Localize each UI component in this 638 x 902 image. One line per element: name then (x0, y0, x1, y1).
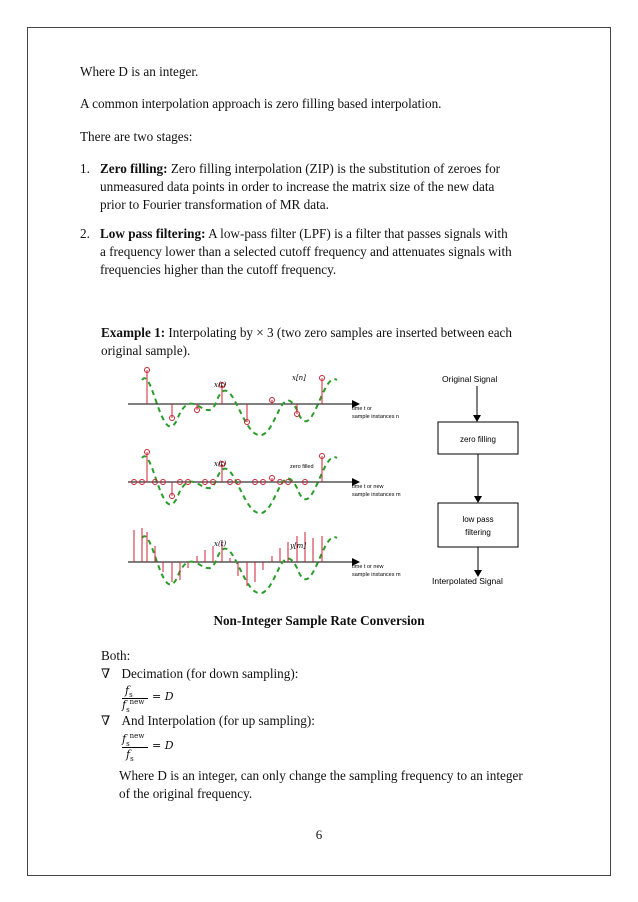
label-xt-1: x(t) (214, 381, 227, 389)
formula-sub: s (126, 705, 130, 714)
label-original-signal: Original Signal (442, 374, 498, 384)
formula-rhs: = D (152, 690, 174, 703)
both-label: Both: (101, 648, 131, 663)
bullet-interpolation (101, 712, 315, 730)
formula-interpolation (122, 732, 182, 764)
bullet-text: Decimation (for down sampling): (121, 666, 299, 681)
example-label: Example 1: (101, 325, 166, 340)
intro-line-3: There are two stages: (80, 129, 193, 144)
axis2-label-a: time t or new (352, 484, 384, 490)
label-xn: x[n] (292, 374, 306, 382)
formula-sup: new (129, 732, 145, 740)
block-zero-filling-label: zero filling (459, 435, 497, 444)
stage-text: prior to Fourier transformation of MR data. (100, 197, 329, 212)
axis3-label-a: time t or new (352, 564, 384, 570)
stage-term: Low pass filtering: (100, 226, 206, 241)
stage-term: Zero filling: (100, 161, 168, 176)
closing-line: Where D is an integer, can only change the sampling frequency to an integer (119, 768, 523, 783)
low-pass-block (438, 503, 518, 547)
figure-caption: Non-Integer Sample Rate Conversion (213, 613, 425, 628)
signal-curve-row1 (142, 378, 337, 435)
nabla-icon: ∇ (101, 713, 111, 728)
axis2-label-b: sample instances m (352, 492, 401, 498)
bullet-text: And Interpolation (for up sampling): (121, 713, 315, 728)
interpolation-figure (122, 360, 522, 596)
arrow-down-icon (474, 496, 482, 503)
block-filtering-label: filtering (465, 528, 491, 537)
arrow-down-icon (473, 415, 481, 422)
stage-text: Zero filling interpolation (ZIP) is the substitution of zeroes for (167, 161, 501, 176)
stage-zero-filling (80, 160, 580, 220)
stage-text: A low-pass filter (LPF) is a filter that passes signals with (205, 226, 508, 241)
formula-f: f (126, 748, 131, 761)
label-xt-3: x(t) (214, 540, 227, 548)
formula-f: f (122, 732, 127, 746)
closing-paragraph (119, 767, 599, 803)
formula-sub: s (129, 691, 133, 700)
formula-f: f (122, 698, 127, 712)
label-interpolated-signal: Interpolated Signal (432, 576, 503, 586)
page-number: 6 (315, 827, 323, 842)
signal-curve-row3 (142, 536, 337, 593)
closing-line: of the original frequency. (119, 786, 253, 801)
stage-low-pass-filtering (80, 225, 580, 285)
label-zero-filled: zero filled (290, 464, 314, 470)
stage-text: a frequency lower than a selected cutoff frequency and attenuates signals with (100, 244, 512, 259)
stage-text: unmeasured data points in order to increase the matrix size of the new data (100, 179, 495, 194)
example-text: original sample). (101, 343, 191, 358)
axis3-label-b: sample instances m (352, 572, 401, 578)
nabla-icon: ∇ (101, 666, 111, 681)
stems-row2 (132, 450, 325, 499)
stage-text: frequencies higher than the cutoff frequency. (100, 262, 337, 277)
intro-line-2: A common interpolation approach is zero filling based interpolation. (80, 96, 442, 111)
label-xt-2: x(t) (214, 460, 227, 468)
formula-sub: s (130, 755, 134, 764)
intro-line-1: Where D is an integer. (80, 64, 199, 79)
formula-decimation (122, 684, 182, 714)
example-paragraph (101, 324, 581, 360)
formula-rhs: = D (152, 739, 174, 752)
label-ym: y[m] (290, 542, 307, 550)
bullet-decimation (101, 665, 298, 683)
axis1-label-b: sample instances n (352, 414, 400, 420)
list-number: 2. (80, 226, 90, 241)
list-number: 1. (80, 161, 90, 176)
example-text: Interpolating by × 3 (two zero samples are inserted between each (165, 325, 512, 340)
formula-f: f (125, 684, 130, 697)
formula-sub: s (126, 739, 130, 748)
axis1-label-a: time t or (352, 406, 372, 412)
block-low-pass-label: low pass (462, 515, 494, 524)
formula-sup: new (129, 698, 145, 706)
